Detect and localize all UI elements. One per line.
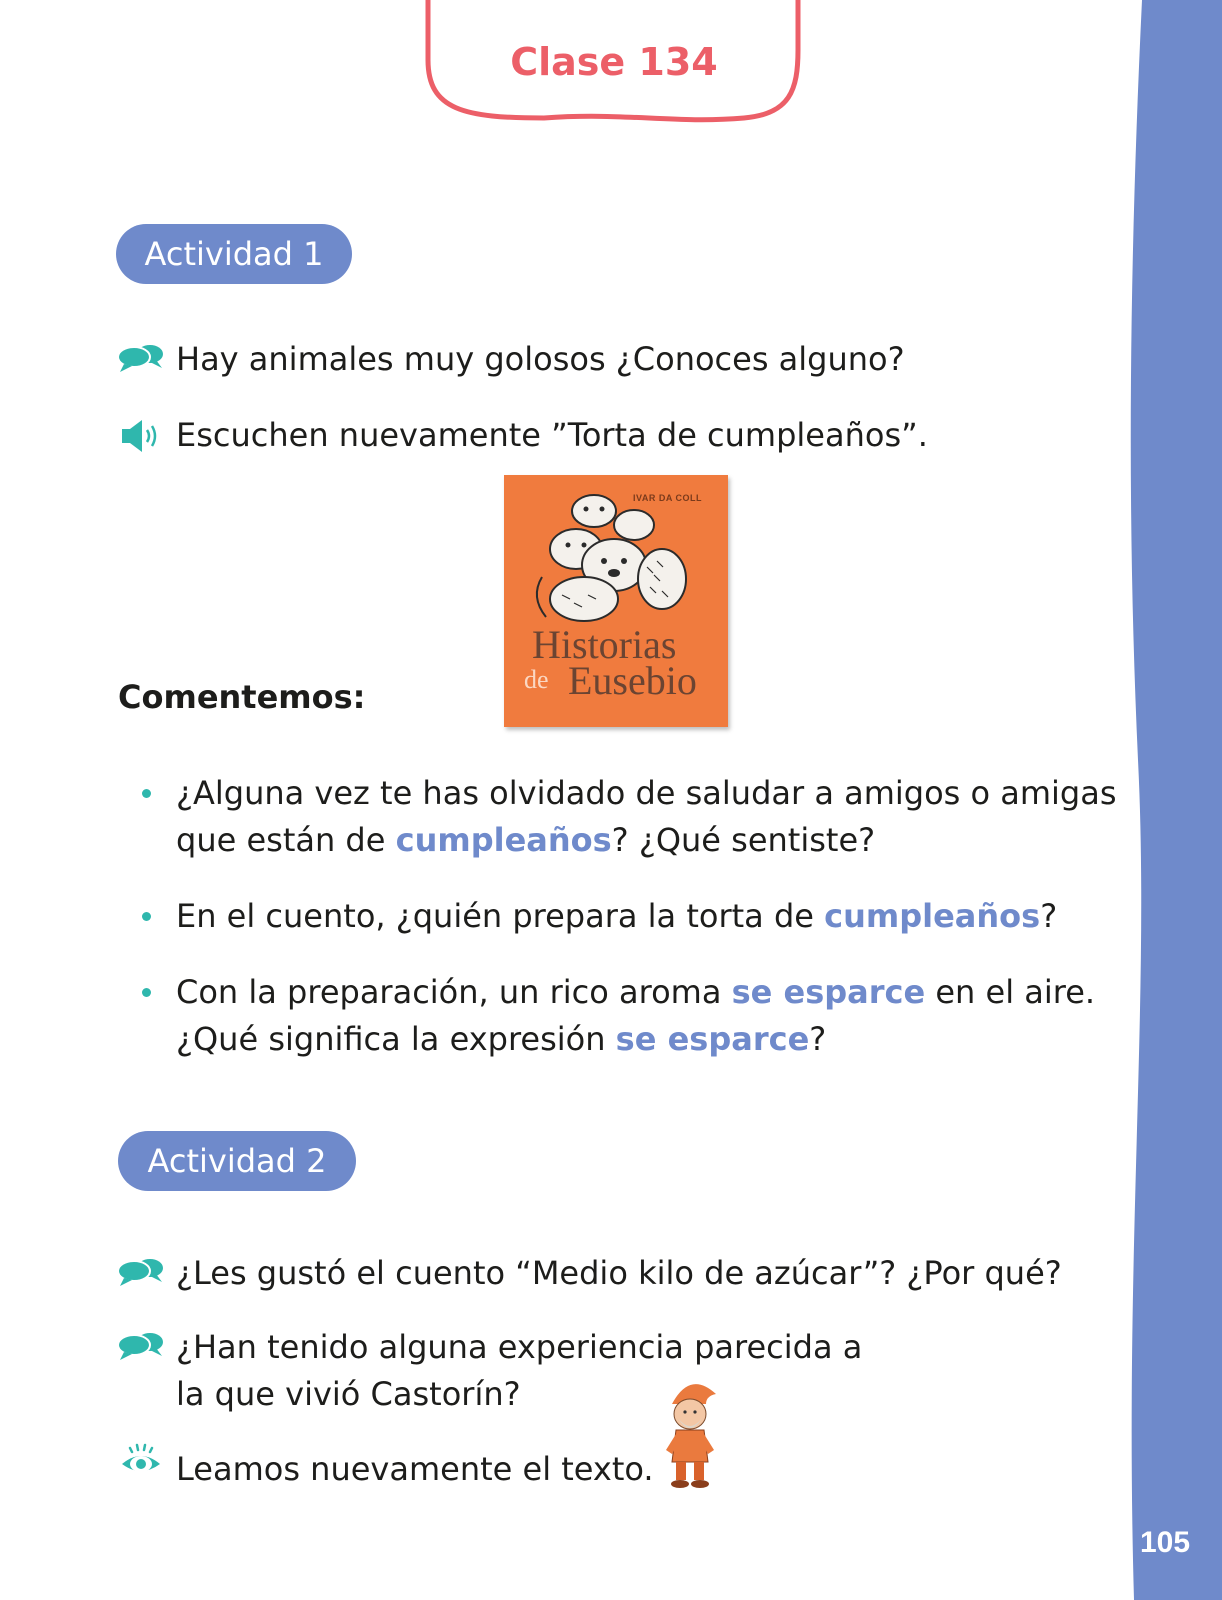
activity-1-prompt-1: Hay animales muy golosos ¿Conoces alguno?	[176, 340, 905, 378]
book-title-de: de	[524, 665, 549, 694]
keyword-cumpleanos: cumpleaños	[824, 897, 1041, 935]
castorin-character-illustration	[650, 1374, 734, 1494]
question-2-text-end: ?	[1040, 897, 1058, 935]
speech-bubbles-icon	[116, 1256, 166, 1288]
book-title-line-2: Eusebio	[568, 658, 697, 703]
bullet-icon	[142, 912, 151, 921]
activity-1-badge: Actividad 1	[116, 224, 352, 284]
speech-bubbles-icon	[116, 1330, 166, 1362]
bullet-icon	[142, 789, 151, 798]
question-3-text: Con la preparación, un rico aroma	[176, 973, 732, 1011]
speech-bubbles-icon	[116, 342, 166, 374]
book-title-line-1: Historias	[532, 622, 677, 667]
page-number: 105	[1139, 1526, 1191, 1559]
activity-2-prompt-3: Leamos nuevamente el texto.	[176, 1450, 654, 1488]
bullet-icon	[142, 988, 151, 997]
discuss-heading: Comentemos:	[118, 678, 366, 716]
question-1-line-2	[176, 817, 875, 863]
eye-icon	[120, 1442, 162, 1476]
class-title: Clase 134	[510, 40, 718, 84]
activity-2-badge: Actividad 2	[118, 1131, 356, 1191]
keyword-se-esparce: se esparce	[731, 973, 926, 1011]
question-3-text-2: ¿Qué significa la expresión	[176, 1020, 616, 1058]
side-band	[1112, 0, 1222, 1600]
book-cover-image	[504, 475, 728, 727]
question-1-text-end: ? ¿Qué sentiste?	[611, 821, 876, 859]
animals-illustration	[522, 487, 692, 637]
question-2	[176, 893, 1057, 939]
book-author: IVAR DA COLL	[633, 493, 702, 503]
speaker-icon	[120, 418, 162, 454]
question-3-text-2-end: ?	[809, 1020, 827, 1058]
activity-1-prompt-2: Escuchen nuevamente ”Torta de cumpleaños”.	[176, 416, 928, 454]
activity-2-prompt-2-line-2: la que vivió Castorín?	[176, 1375, 521, 1413]
question-1-line-1: ¿Alguna vez te has olvidado de saludar a amigos o amigas	[176, 774, 1117, 812]
activity-2-prompt-2-line-1: ¿Han tenido alguna experiencia parecida a	[176, 1328, 863, 1366]
activity-2-prompt-1: ¿Les gustó el cuento “Medio kilo de azúcar”? ¿Por qué?	[176, 1254, 1062, 1292]
question-3-line-1	[176, 969, 1095, 1015]
question-3-line-2	[176, 1016, 826, 1062]
question-2-text: En el cuento, ¿quién prepara la torta de	[176, 897, 825, 935]
question-1-text: que están de	[176, 821, 396, 859]
keyword-cumpleanos: cumpleaños	[395, 821, 612, 859]
keyword-se-esparce: se esparce	[615, 1020, 810, 1058]
question-3-text-end: en el aire.	[925, 973, 1096, 1011]
